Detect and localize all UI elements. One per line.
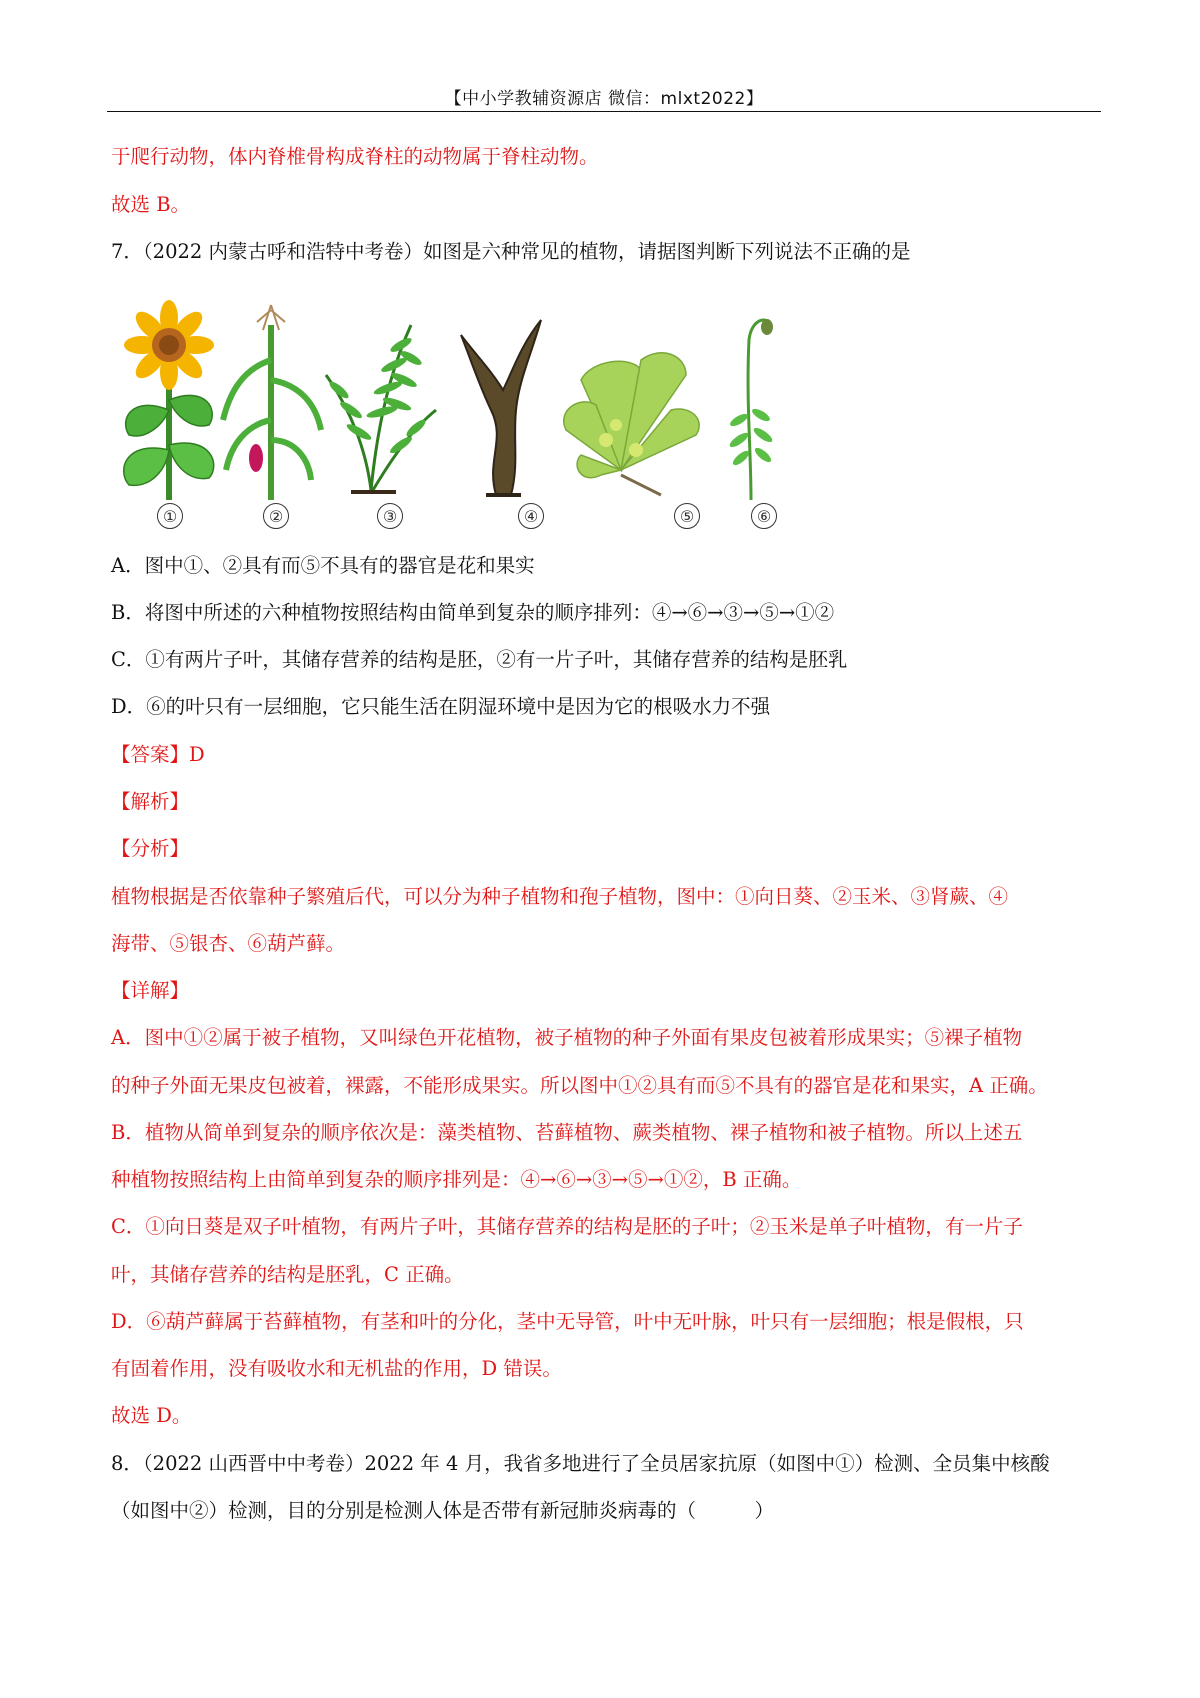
- conclusion-line: 故选 B。: [111, 193, 191, 216]
- figure-label-5: ⑤: [674, 503, 700, 529]
- plants-figure: [111, 300, 801, 540]
- detail-heading: 【详解】: [111, 979, 190, 1002]
- question-8-stem-2: （如图中②）检测，目的分别是检测人体是否带有新冠肺炎病毒的（ ）: [111, 1499, 775, 1522]
- final-answer-line: 故选 D。: [111, 1404, 192, 1427]
- ginkgo-icon: [564, 353, 699, 495]
- option-d: D．⑥的叶只有一层细胞，它只能生活在阴湿环境中是因为它的根吸水力不强: [111, 695, 771, 718]
- detail-a-1: A．图中①②属于被子植物，又叫绿色开花植物，被子植物的种子外面有果皮包被着形成果实；⑤裸子植物: [111, 1026, 1023, 1049]
- figure-label-2: ②: [263, 503, 289, 529]
- analysis-text-2: 海带、⑤银杏、⑥葫芦藓。: [111, 932, 346, 955]
- detail-d-1: D．⑥葫芦藓属于苔藓植物，有茎和叶的分化，茎中无导管，叶中无叶脉，叶只有一层细胞；根是假根，只: [111, 1310, 1024, 1333]
- kelp-icon: [461, 320, 541, 495]
- analysis-text-1: 植物根据是否依靠种子繁殖后代，可以分为种子植物和孢子植物，图中：①向日葵、②玉米、③肾蕨、④: [111, 885, 1009, 908]
- moss-icon: [728, 319, 775, 500]
- corn-icon: [223, 305, 321, 500]
- detail-a-2: 的种子外面无果皮包被着，裸露，不能形成果实。所以图中①②具有而⑤不具有的器官是花和果实，A 正确。: [111, 1074, 1048, 1097]
- header-divider: [107, 111, 1101, 112]
- option-c: C．①有两片子叶，其储存营养的结构是胚，②有一片子叶，其储存营养的结构是胚乳: [111, 648, 848, 671]
- question-7-stem: 7．（2022 内蒙古呼和浩特中考卷）如图是六种常见的植物，请据图判断下列说法不正确的是: [111, 240, 911, 263]
- option-a: A．图中①、②具有而⑤不具有的器官是花和果实: [111, 554, 535, 577]
- question-8-stem-1: 8．（2022 山西晋中中考卷）2022 年 4 月，我省多地进行了全员居家抗原（如图中①）检测、全员集中核酸: [111, 1452, 1050, 1475]
- fern-icon: [326, 325, 436, 492]
- detail-d-2: 有固着作用，没有吸收水和无机盐的作用，D 错误。: [111, 1357, 562, 1380]
- figure-label-6: ⑥: [751, 503, 777, 529]
- detail-b-1: B．植物从简单到复杂的顺序依次是：藻类植物、苔藓植物、蕨类植物、裸子植物和被子植物。所以上述五: [111, 1121, 1023, 1144]
- figure-label-1: ①: [157, 503, 183, 529]
- detail-b-2: 种植物按照结构上由简单到复杂的顺序排列是：④→⑥→③→⑤→①②，B 正确。: [111, 1168, 802, 1191]
- detail-c-2: 叶，其储存营养的结构是胚乳，C 正确。: [111, 1263, 464, 1286]
- figure-label-4: ④: [518, 503, 544, 529]
- page-header: 【中小学教辅资源店 微信：mlxt2022】: [444, 89, 764, 109]
- detail-c-1: C．①向日葵是双子叶植物，有两片子叶，其储存营养的结构是胚的子叶；②玉米是单子叶植物，有一片子: [111, 1215, 1023, 1238]
- answer-label: 【答案】D: [111, 743, 205, 766]
- analysis-line: 于爬行动物，体内脊椎骨构成脊柱的动物属于脊柱动物。: [111, 145, 599, 168]
- figure-label-3: ③: [377, 503, 403, 529]
- analysis-heading: 【分析】: [111, 837, 190, 860]
- sunflower-icon: [124, 300, 214, 500]
- option-b: B．将图中所述的六种植物按照结构由简单到复杂的顺序排列：④→⑥→③→⑤→①②: [111, 601, 835, 624]
- explanation-heading: 【解析】: [111, 790, 190, 813]
